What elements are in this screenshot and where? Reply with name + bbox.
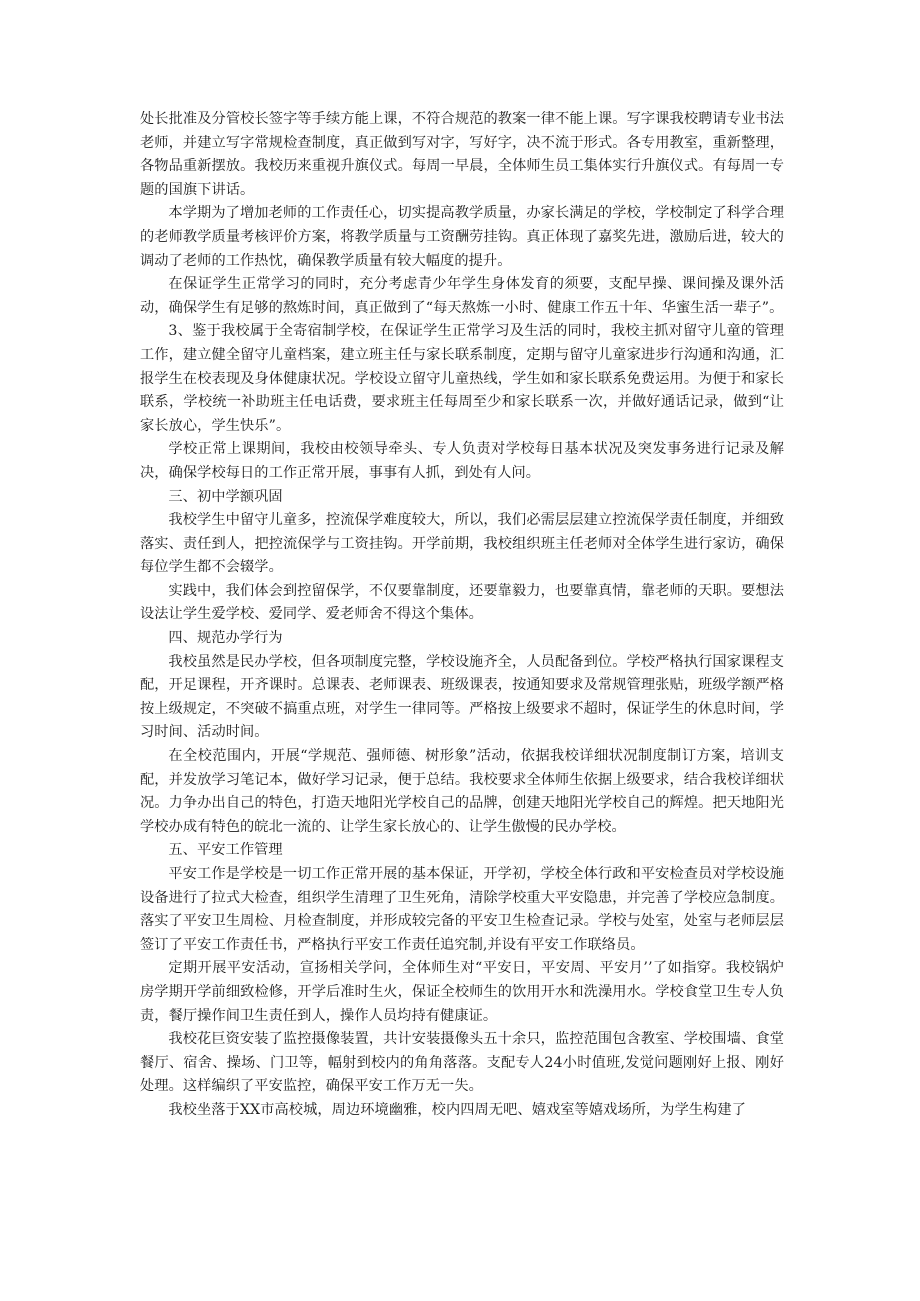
paragraph-7: 实践中，我们体会到控留保学，不仅要靠制度，还要靠毅力，也要靠真情，靠老师的天职。要想法设法让学生爱学校、爱同学、爱老师舍不得这个集体。 [140,582,784,623]
paragraph-6: 我校学生中留守儿童多，控流保学难度较大，所以，我们必需层层建立控流保学责任制度，并细致落实、责任到人，把控流保学与工资挂钩。开学前期，我校组织班主任老师对全体学生进行家访，确保每位学生都不会辍学。 [140,512,784,576]
paragraph-8: 我校虽然是民办学校，但各项制度完整，学校设施齐全，人员配备到位。学校严格执行国家课程支配，开足课程，开齐课时。总课表、老师课表、班级课表，按通知要求及常规管理张贴，班级学额严格按上级规定，不突破不搞重点班，对学生一律同等。严格按上级要求不超时，保证学生的休息时间，学习时间、活动时间。 [140,653,784,741]
section-heading-5: 五、平安工作管理 [168,842,283,859]
paragraph-9: 在全校范围内，开展“学规范、强师德、树形象”活动，依据我校详细状况制度制订方案，培训支配，并发放学习笔记本，做好学习记录，便于总结。我校要求全体师生依据上级要求，结合我校详细状况。力争办出自己的特色，打造天地阳光学校自己的品牌，创建天地阳光学校自己的辉煌。把天地阳光学校办成有特色的皖北一流的、让学生家长放心的、让学生傲慢的民办学校。 [140,748,784,835]
paragraph-11: 定期开展平安活动，宣扬相关学问，全体师生对“平安日，平安周、平安月’’了如指穿。我校锅炉房学期开学前细致检修，开学后准时生火，保证全校师生的饮用开水和洗澡用水。学校食堂卫生专人负责，餐厅操作间卫生责任到人，操作人员均持有健康证。 [140,960,784,1024]
paragraph-12: 我校花巨资安装了监控摄像装置，共计安装摄像头五十余只，监控范围包含教室、学校围墙、食堂餐厅、宿舍、操场、门卫等，幅射到校内的角角落落。支配专人24小时值班,发觉问题刚好上报、刚好处理。这样编织了平安监控，确保平安工作万无一失。 [140,1031,784,1095]
document-body [140,108,784,1123]
section-heading-4: 四、规范办学行为 [168,630,283,647]
paragraph-2: 本学期为了增加老师的工作责任心，切实提高教学质量，办家长满足的学校，学校制定了科学合理的老师教学质量考核评价方案，将教学质量与工资酬劳挂钩。真正体现了嘉奖先进，激励后进，较大的调动了老师的工作热忱，确保教学质量有较大幅度的提升。 [140,205,784,269]
paragraph-13: 我校坐落于XX市高校城，周边环境幽雅，校内四周无吧、嬉戏室等嬉戏场所，为学生构建了 [168,1101,747,1118]
paragraph-5: 学校正常上课期间，我校由校领导牵头、专人负责对学校每日基本状况及突发事务进行记录及解决，确保学校每日的工作正常开展，事事有人抓，到处有人问。 [140,441,784,481]
paragraph-3: 在保证学生正常学习的同时，充分考虑青少年学生身体发育的须要，支配早操、课间操及课外活动，确保学生有足够的熬炼时间，真正做到了“每天熬炼一小时、健康工作五十年、华蜜生活一辈子”。 [140,276,784,316]
paragraph-1: 处长批准及分管校长签字等手续方能上课，不符合规范的教案一律不能上课。写字课我校聘请专业书法老师，并建立写字常规检查制度，真正做到写对字，写好字，决不流于形式。各专用教室，重新整理，各物品重新摆放。我校历来重视升旗仪式。每周一早晨，全体师生员工集体实行升旗仪式。有每周一专题的国旗下讲话。 [140,111,784,198]
section-heading-3: 三、初中学额巩固 [168,488,283,505]
paragraph-4: 3、鉴于我校属于全寄宿制学校，在保证学生正常学习及生活的同时，我校主抓对留守儿童的管理工作，建立健全留守儿童档案，建立班主任与家长联系制度，定期与留守儿童家进步行沟通和沟通，汇报学生在校表现及身体健康状况。学校设立留守儿童热线，学生如和家长联系免费运用。为便于和家长联系，学校统一补助班主任电话费，要求班主任每周至少和家长联系一次，并做好通话记录，做到“让家长放心，学生快乐”。 [140,323,784,434]
paragraph-10: 平安工作是学校是一切工作正常开展的基本保证，开学初，学校全体行政和平安检查员对学校设施设备进行了拉式大检查，组织学生清理了卫生死角，清除学校重大平安隐患，并完善了学校应急制度。落实了平安卫生周检、月检查制度，并形成较完备的平安卫生检查记录。学校与处室，处室与老师层层签订了平安工作责任书，严格执行平安工作责任追究制,并设有平安工作联络员。 [140,866,784,953]
